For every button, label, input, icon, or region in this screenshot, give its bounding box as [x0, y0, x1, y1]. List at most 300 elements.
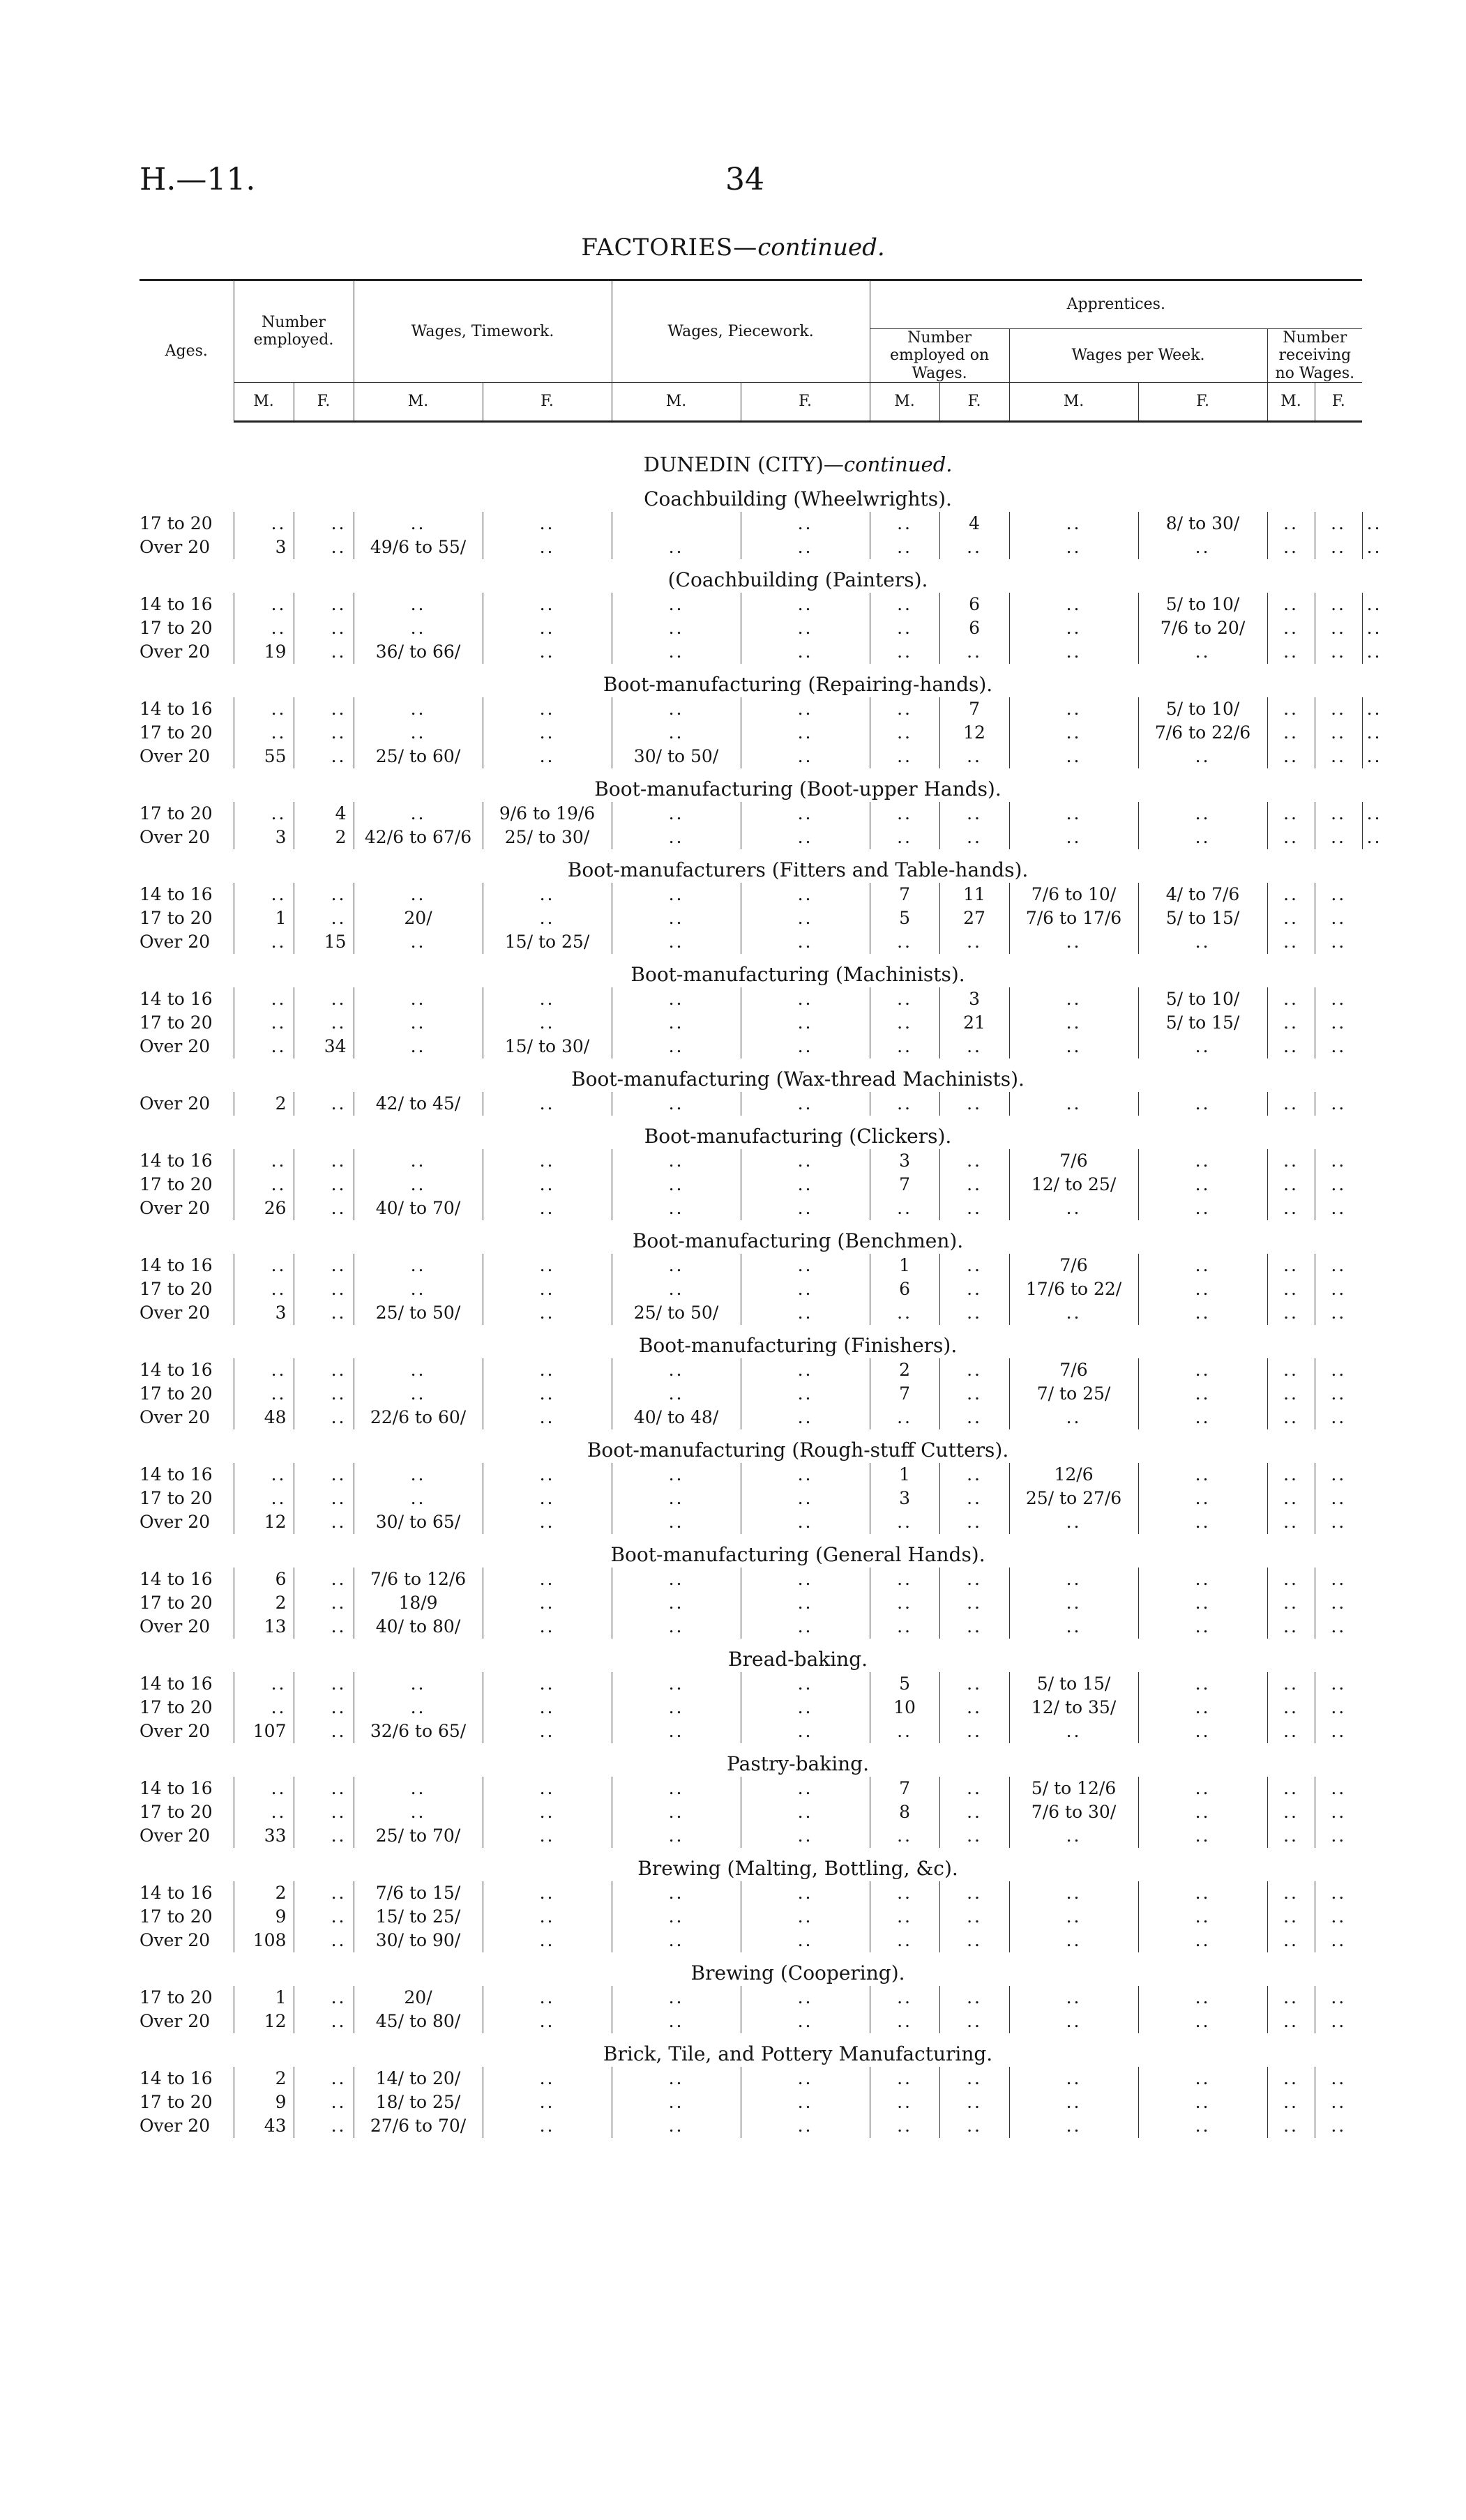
- section-heading: Boot-manufacturing (General Hands).: [610, 1542, 985, 1566]
- table-cell: 55: [234, 745, 294, 768]
- table-cell: ..: [1138, 826, 1267, 849]
- table-cell: 6: [939, 593, 1009, 616]
- table-cell: 18/9: [354, 1591, 483, 1615]
- table-cell: ..: [612, 1173, 741, 1197]
- table-cell: ..: [483, 1696, 612, 1720]
- table-row: [139, 1696, 1362, 1720]
- table-cell: ..: [1267, 616, 1315, 640]
- table-cell: ..: [1315, 1929, 1362, 1952]
- table-cell: ..: [1138, 1591, 1267, 1615]
- table-row: [139, 1406, 1362, 1429]
- table-cell: 6: [939, 616, 1009, 640]
- table-row: [139, 1929, 1362, 1952]
- table-cell: ..: [483, 1173, 612, 1197]
- district-continued: continued.: [843, 452, 953, 476]
- table-cell: ..: [1267, 536, 1315, 559]
- age-cell: Over 20: [139, 826, 211, 847]
- table-cell: ..: [612, 1986, 741, 2010]
- table-cell: ..: [1267, 1929, 1315, 1952]
- table-cell: 9: [234, 1905, 294, 1929]
- table-cell: ..: [939, 1696, 1009, 1720]
- table-cell: 15/ to 25/: [354, 1905, 483, 1929]
- table-cell: 8: [870, 1800, 939, 1824]
- table-cell: ..: [294, 1254, 354, 1277]
- table-cell: ..: [939, 1800, 1009, 1824]
- table-cell: ..: [939, 1615, 1009, 1639]
- table-cell: ..: [1315, 1035, 1362, 1058]
- section-heading: Boot-manufacturers (Fitters and Table-hands).: [567, 858, 1029, 881]
- table-cell: ..: [939, 2090, 1009, 2114]
- table-cell: ..: [1138, 640, 1267, 664]
- table-cell: ..: [1009, 1092, 1138, 1116]
- table-row: [139, 1173, 1362, 1197]
- table-cell: ..: [1315, 1720, 1362, 1743]
- table-cell: ..: [234, 616, 294, 640]
- table-row: [139, 2010, 1362, 2033]
- title-continued: continued.: [757, 234, 885, 261]
- table-row: Over 20 3 .. 49/6 to 55/ .. .. .. .. .. .. .. .. .. ..: [139, 536, 1362, 559]
- col-f: F.: [741, 382, 870, 421]
- table-cell: ..: [870, 1615, 939, 1639]
- table-cell: ..: [741, 1011, 870, 1035]
- section-heading-row: [139, 1058, 1362, 1092]
- table-row: [139, 1510, 1362, 1534]
- table-cell: ..: [483, 883, 612, 906]
- table-cell: ..: [483, 1092, 612, 1116]
- table-cell: 25/ to 30/: [483, 826, 612, 849]
- table-cell: ..: [294, 1092, 354, 1116]
- table-row: [139, 1986, 1362, 2010]
- age-cell: Over 20: [139, 536, 211, 557]
- table-cell: 2: [234, 1092, 294, 1116]
- table-cell: ..: [294, 2067, 354, 2090]
- table-cell: ..: [741, 1568, 870, 1591]
- table-cell: ..: [939, 2114, 1009, 2138]
- table-cell: ..: [1138, 1173, 1267, 1197]
- table-cell: ..: [870, 1929, 939, 1952]
- table-cell: ..: [612, 1092, 741, 1116]
- table-cell: ..: [483, 1254, 612, 1277]
- table-cell: ..: [1315, 987, 1362, 1011]
- table-cell: 7/6 to 22/6: [1138, 721, 1267, 745]
- table-cell: ..: [612, 883, 741, 906]
- table-cell: ..: [294, 536, 354, 559]
- table-cell: ..: [741, 745, 870, 768]
- table-cell: ..: [612, 1720, 741, 1743]
- section-heading: Boot-manufacturing (Boot-upper Hands).: [594, 777, 1002, 800]
- table-cell: ..: [354, 721, 483, 745]
- table-cell: ..: [483, 1197, 612, 1220]
- section-heading-row: [139, 1325, 1362, 1358]
- table-cell: ..: [1315, 1696, 1362, 1720]
- table-row: [139, 1487, 1362, 1510]
- table-cell: 13: [234, 1615, 294, 1639]
- table-cell: ..: [741, 2067, 870, 2090]
- table-cell: ..: [1138, 745, 1267, 768]
- section-heading: Boot-manufacturing (Finishers).: [638, 1333, 958, 1357]
- table-cell: ..: [612, 1591, 741, 1615]
- age-cell: Over 20: [139, 931, 211, 952]
- age-cell: Over 20: [139, 2115, 211, 2136]
- age-cell: Over 20: [139, 1302, 211, 1323]
- table-cell: ..: [1009, 1591, 1138, 1615]
- table-cell: ..: [870, 1092, 939, 1116]
- age-cell: 17 to 20: [139, 1987, 213, 2007]
- table-cell: ..: [483, 1149, 612, 1173]
- age-cell: 14 to 16: [139, 593, 213, 614]
- table-cell: ..: [354, 1277, 483, 1301]
- table-cell: ..: [1267, 1824, 1315, 1848]
- table-cell: 15/ to 30/: [483, 1035, 612, 1058]
- table-cell: 1: [234, 906, 294, 930]
- table-cell: ..: [294, 883, 354, 906]
- table-cell: ..: [939, 745, 1009, 768]
- table-cell: ..: [612, 1254, 741, 1277]
- table-cell: ..: [294, 745, 354, 768]
- table-cell: ..: [1009, 1615, 1138, 1639]
- table-cell: 3: [939, 987, 1009, 1011]
- table-cell: ..: [1009, 536, 1138, 559]
- table-cell: ..: [741, 1672, 870, 1696]
- table-cell: ..: [612, 1929, 741, 1952]
- table-cell: 45/ to 80/: [354, 2010, 483, 2033]
- page-title: [0, 234, 1466, 261]
- table-cell: ..: [1009, 1881, 1138, 1905]
- table-cell: 7: [870, 1777, 939, 1800]
- col-f: F.: [939, 382, 1009, 421]
- table-cell: ..: [1315, 1463, 1362, 1487]
- table-cell: 4: [294, 802, 354, 826]
- table-cell: ..: [1267, 2067, 1315, 2090]
- table-cell: ..: [1315, 1777, 1362, 1800]
- table-cell: ..: [1009, 512, 1138, 536]
- table-cell: ..: [1267, 2010, 1315, 2033]
- table-cell: ..: [1267, 593, 1315, 616]
- table-cell: ..: [612, 906, 741, 930]
- table-cell: ..: [870, 2067, 939, 2090]
- section-heading-row: [139, 1743, 1362, 1777]
- table-cell: ..: [354, 1777, 483, 1800]
- table-cell: ..: [612, 640, 741, 664]
- table-row: [139, 1881, 1362, 1905]
- table-cell: ..: [1315, 802, 1362, 826]
- table-cell: ..: [1138, 1720, 1267, 1743]
- table-cell: ..: [1267, 883, 1315, 906]
- col-appr-wages: Wages per Week.: [1009, 329, 1267, 383]
- table-cell: ..: [939, 1591, 1009, 1615]
- col-number-employed: Number employed.: [234, 280, 354, 383]
- table-cell: ..: [939, 2010, 1009, 2033]
- table-cell: ..: [1138, 2090, 1267, 2114]
- table-cell: ..: [1267, 1905, 1315, 1929]
- table-cell: ..: [483, 536, 612, 559]
- table-cell: ..: [939, 1672, 1009, 1696]
- age-cell: Over 20: [139, 1093, 211, 1114]
- table-cell: ..: [612, 616, 741, 640]
- section-heading-row: [139, 1848, 1362, 1881]
- table-cell: 9/6 to 19/6: [483, 802, 612, 826]
- table-cell: ..: [1138, 1510, 1267, 1534]
- table-cell: ..: [1009, 745, 1138, 768]
- table-cell: ..: [234, 1149, 294, 1173]
- table-cell: ..: [1009, 616, 1138, 640]
- table-cell: ..: [870, 2090, 939, 2114]
- table-cell: ..: [1267, 1568, 1315, 1591]
- table-cell: ..: [1009, 1720, 1138, 1743]
- table-cell: ..: [1267, 697, 1315, 721]
- table-cell: ..: [1009, 697, 1138, 721]
- table-cell: ..: [483, 1800, 612, 1824]
- title-main: FACTORIES—: [581, 234, 758, 261]
- table-cell: 7/6 to 15/: [354, 1881, 483, 1905]
- table-row: [139, 2067, 1362, 2090]
- table-cell: 49/6 to 55/: [354, 536, 483, 559]
- table-cell: ..: [1315, 1254, 1362, 1277]
- table-cell: ..: [234, 883, 294, 906]
- table-cell: ..: [870, 802, 939, 826]
- table-cell: ..: [294, 1824, 354, 1848]
- table-cell: ..: [870, 2010, 939, 2033]
- table-row: [139, 883, 1362, 906]
- table-cell: ..: [1267, 2090, 1315, 2114]
- table-cell: ..: [612, 1672, 741, 1696]
- table-cell: 2: [870, 1358, 939, 1382]
- table-cell: ..: [741, 1510, 870, 1534]
- table-row: [139, 1197, 1362, 1220]
- table-cell: ..: [354, 616, 483, 640]
- table-cell: ..: [234, 1696, 294, 1720]
- table-cell: ..: [234, 1777, 294, 1800]
- table-cell: 25/ to 70/: [354, 1824, 483, 1848]
- table-cell: ..: [483, 1463, 612, 1487]
- table-cell: ..: [1138, 1824, 1267, 1848]
- table-cell: ..: [741, 1986, 870, 2010]
- age-cell: Over 20: [139, 2010, 211, 2031]
- table-cell: 36/ to 66/: [354, 640, 483, 664]
- table-cell: ..: [1138, 1358, 1267, 1382]
- table-cell: ..: [939, 1149, 1009, 1173]
- table-cell: ..: [612, 721, 741, 745]
- table-cell: 32/6 to 65/: [354, 1720, 483, 1743]
- table-cell: ..: [741, 1800, 870, 1824]
- table-cell: ..: [1267, 1277, 1315, 1301]
- table-cell: ..: [294, 1197, 354, 1220]
- col-wages-piecework: Wages, Piecework.: [612, 280, 870, 383]
- table-cell: ..: [870, 536, 939, 559]
- table-cell: ..: [483, 721, 612, 745]
- table-cell: ..: [741, 697, 870, 721]
- table-cell: ..: [1009, 1011, 1138, 1035]
- table-cell: 7/6: [1009, 1254, 1138, 1277]
- table-cell: ..: [1315, 1986, 1362, 2010]
- table-cell: 42/ to 45/: [354, 1092, 483, 1116]
- table-cell: ..: [234, 721, 294, 745]
- table-cell: ..: [1138, 930, 1267, 954]
- table-cell: ..: [354, 1463, 483, 1487]
- table-cell: ..: [294, 1800, 354, 1824]
- age-cell: 17 to 20: [139, 1174, 213, 1194]
- table-cell: ..: [1315, 1406, 1362, 1429]
- table-cell: ..: [1267, 1358, 1315, 1382]
- table-cell: ..: [1267, 512, 1315, 536]
- age-cell: 14 to 16: [139, 988, 213, 1009]
- table-cell: ..: [354, 1358, 483, 1382]
- table-cell: ..: [1267, 1696, 1315, 1720]
- table-cell: ..: [870, 987, 939, 1011]
- table-cell: ..: [612, 1487, 741, 1510]
- table-cell: ..: [741, 1035, 870, 1058]
- table-cell: ..: [1315, 512, 1362, 536]
- table-cell: 7/6 to 17/6: [1009, 906, 1138, 930]
- table-cell: ..: [1009, 1197, 1138, 1220]
- table-cell: ..: [870, 745, 939, 768]
- table-cell: 19: [234, 640, 294, 664]
- table-cell: ..: [1138, 1035, 1267, 1058]
- table-cell: ..: [1009, 2010, 1138, 2033]
- table-cell: ..: [612, 1463, 741, 1487]
- table-cell: ..: [741, 930, 870, 954]
- section-heading: Boot-manufacturing (Benchmen).: [632, 1229, 964, 1252]
- table-cell: ..: [1315, 1487, 1362, 1510]
- table-cell: ..: [1009, 826, 1138, 849]
- table-cell: ..: [1267, 1092, 1315, 1116]
- table-cell: ..: [939, 1905, 1009, 1929]
- table-cell: ..: [612, 1510, 741, 1534]
- table-cell: ..: [939, 1568, 1009, 1591]
- table-cell: ..: [1315, 2114, 1362, 2138]
- table-row: Over 20 3 2 42/6 to 67/6 25/ to 30/ .. .. .. .. .. .. .. .. ..: [139, 826, 1362, 849]
- table-cell: ..: [1315, 1591, 1362, 1615]
- section-heading: Boot-manufacturing (Repairing-hands).: [603, 672, 993, 696]
- table-cell: ..: [294, 1929, 354, 1952]
- table-cell: ..: [294, 1406, 354, 1429]
- table-cell: ..: [741, 1463, 870, 1487]
- table-cell: ..: [1267, 1254, 1315, 1277]
- table-cell: 6: [870, 1277, 939, 1301]
- table-cell: 3: [234, 536, 294, 559]
- table-cell: 10: [870, 1696, 939, 1720]
- table-cell: ..: [1138, 1487, 1267, 1510]
- table-cell: 21: [939, 1011, 1009, 1035]
- table-cell: ..: [1267, 1615, 1315, 1639]
- table-cell: ..: [612, 536, 741, 559]
- age-cell: 17 to 20: [139, 2091, 213, 2112]
- table-cell: ..: [294, 987, 354, 1011]
- table-cell: ..: [939, 1463, 1009, 1487]
- table-cell: ..: [870, 2114, 939, 2138]
- age-cell: 17 to 20: [139, 1012, 213, 1033]
- table-cell: 5/ to 15/: [1009, 1672, 1138, 1696]
- table-cell: ..: [354, 512, 483, 536]
- page-number: 34: [725, 162, 764, 197]
- table-cell: ..: [870, 1591, 939, 1615]
- table-cell: ..: [483, 1905, 612, 1929]
- age-cell: 17 to 20: [139, 513, 213, 533]
- table-cell: ..: [870, 1986, 939, 2010]
- table-cell: ..: [741, 640, 870, 664]
- table-cell: 12: [939, 721, 1009, 745]
- table-cell: ..: [294, 1149, 354, 1173]
- table-header: [139, 280, 1362, 422]
- table-cell: ..: [1138, 2067, 1267, 2090]
- table-cell: ..: [741, 536, 870, 559]
- report-reference: H.—11.: [139, 162, 256, 197]
- table-cell: ..: [612, 1800, 741, 1824]
- table-cell: ..: [870, 1011, 939, 1035]
- table-cell: ..: [1138, 1905, 1267, 1929]
- table-cell: ..: [1009, 802, 1138, 826]
- table-cell: ..: [483, 616, 612, 640]
- table-cell: ..: [741, 906, 870, 930]
- table-cell: ..: [483, 640, 612, 664]
- table-cell: ..: [234, 930, 294, 954]
- table-cell: ..: [1138, 1406, 1267, 1429]
- table-cell: ..: [1315, 1568, 1362, 1591]
- table-cell: ..: [1315, 883, 1362, 906]
- age-cell: 17 to 20: [139, 1487, 213, 1508]
- table-cell: 25/ to 27/6: [1009, 1487, 1138, 1510]
- table-cell: ..: [294, 1173, 354, 1197]
- table-cell: ..: [1267, 1173, 1315, 1197]
- table-cell: 15: [294, 930, 354, 954]
- table-cell: ..: [741, 1149, 870, 1173]
- table-cell: ..: [483, 1777, 612, 1800]
- table-cell: ..: [294, 1672, 354, 1696]
- table-cell: ..: [741, 1777, 870, 1800]
- table-cell: ..: [483, 1591, 612, 1615]
- table-cell: 22/6 to 60/: [354, 1406, 483, 1429]
- table-cell: ..: [483, 1881, 612, 1905]
- table-cell: ..: [483, 2114, 612, 2138]
- table-cell: 25/ to 60/: [354, 745, 483, 768]
- section-heading-row: [139, 1429, 1362, 1463]
- table-cell: 7/ to 25/: [1009, 1382, 1138, 1406]
- table-cell: ..: [1138, 1254, 1267, 1277]
- table-cell: ..: [741, 1197, 870, 1220]
- col-m: M.: [1009, 382, 1138, 421]
- wages-table: [139, 279, 1382, 2138]
- table-cell: ..: [612, 826, 741, 849]
- table-cell: ..: [1267, 1777, 1315, 1800]
- table-cell: 5/ to 15/: [1138, 1011, 1267, 1035]
- table-cell: ..: [1267, 1510, 1315, 1534]
- table-cell: ..: [1138, 1277, 1267, 1301]
- table-cell: ..: [1315, 930, 1362, 954]
- table-cell: ..: [1138, 2010, 1267, 2033]
- table-row: [139, 1301, 1362, 1325]
- table-cell: ..: [354, 1173, 483, 1197]
- table-cell: 7: [939, 697, 1009, 721]
- table-row: [139, 1800, 1362, 1824]
- table-cell: ..: [741, 1487, 870, 1510]
- section-heading-row: [139, 768, 1362, 802]
- age-cell: 14 to 16: [139, 1254, 213, 1275]
- table-cell: ..: [294, 512, 354, 536]
- section-heading-row: [139, 1639, 1362, 1672]
- section-heading: Pastry-baking.: [727, 1752, 870, 1775]
- table-cell: ..: [354, 697, 483, 721]
- table-cell: ..: [483, 2010, 612, 2033]
- table-cell: ..: [1267, 1881, 1315, 1905]
- section-heading-row: [139, 559, 1362, 593]
- table-cell: ..: [1009, 2114, 1138, 2138]
- table-cell: ..: [234, 593, 294, 616]
- table-row: [139, 1149, 1362, 1173]
- table-cell: ..: [612, 2067, 741, 2090]
- table-cell: 3: [234, 1301, 294, 1325]
- table-cell: ..: [354, 987, 483, 1011]
- table-row: 14 to 16 .. .. .. .. .. .. .. 6 .. 5/ to 10/ .. .. ..: [139, 593, 1362, 616]
